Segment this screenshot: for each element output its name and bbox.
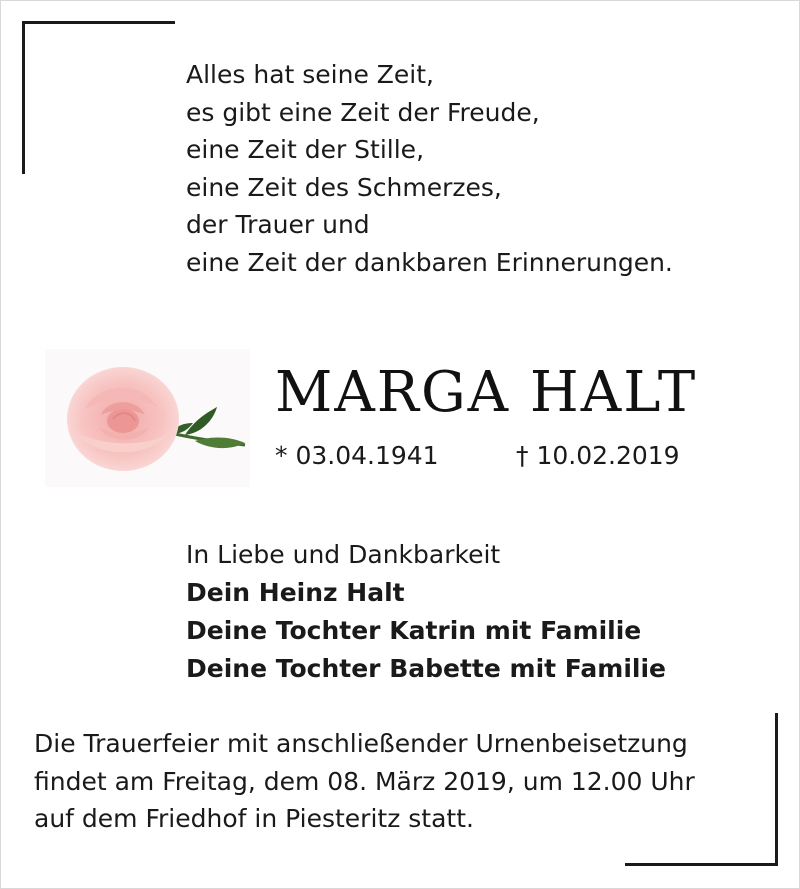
signature-block (186, 536, 666, 688)
poem-line: eine Zeit der Stille, (186, 135, 425, 165)
notice-line: Die Trauerfeier mit anschließender Urnenbeisetzung (34, 729, 688, 758)
rose-icon (45, 349, 250, 487)
poem (186, 56, 673, 282)
notice-line: findet am Freitag, dem 08. März 2019, um 12.00 Uhr (34, 766, 695, 796)
birth-date: * 03.04.1941 (275, 441, 439, 470)
death-date: † 10.02.2019 (516, 441, 680, 470)
deceased-name: MARGA HALT (275, 360, 698, 425)
corner-bracket-top-left (22, 21, 175, 174)
notice-line: auf dem Friedhof in Piesteritz statt. (34, 804, 474, 833)
signature-intro: In Liebe und Dankbarkeit (186, 540, 501, 569)
poem-line: der Trauer und (186, 210, 370, 240)
poem-line: eine Zeit der dankbaren Erinnerungen. (186, 247, 673, 277)
mourner-name: Deine Tochter Babette mit Familie (186, 654, 667, 683)
mourner-name: Deine Tochter Katrin mit Familie (186, 616, 642, 645)
poem-line: Alles hat seine Zeit, (186, 60, 434, 89)
funeral-notice (34, 725, 695, 838)
poem-line: es gibt eine Zeit der Freude, (186, 97, 540, 127)
poem-line: eine Zeit des Schmerzes, (186, 172, 502, 202)
mourner-name: Dein Heinz Halt (186, 578, 405, 607)
